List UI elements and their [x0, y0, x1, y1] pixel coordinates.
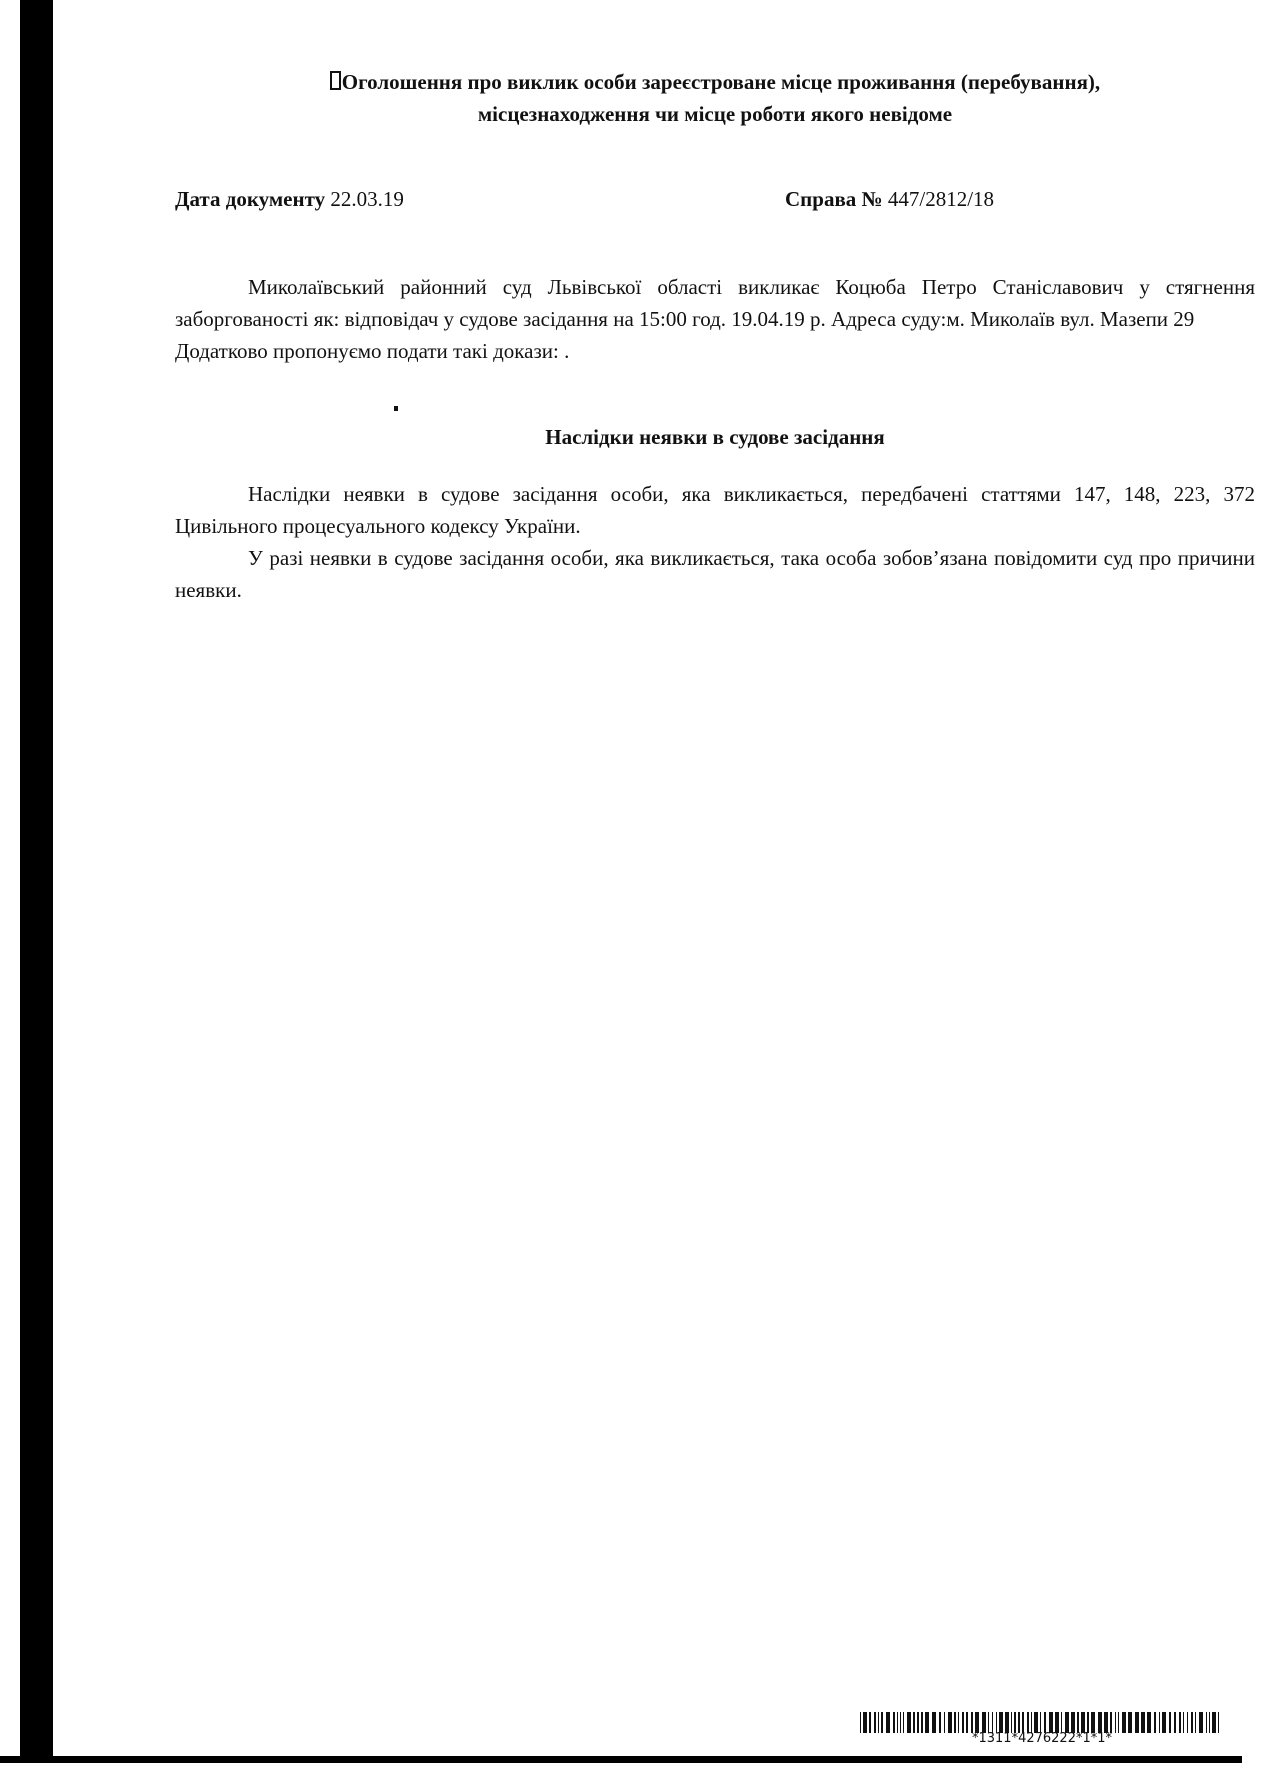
- barcode-bar: [1071, 1712, 1075, 1733]
- barcode-bar: [903, 1712, 904, 1733]
- summons-section: [175, 271, 1255, 367]
- missing-glyph-icon: [330, 71, 341, 90]
- barcode-bar: [1174, 1712, 1176, 1733]
- barcode-bar: [893, 1712, 895, 1733]
- barcode-bar: [897, 1712, 898, 1733]
- barcode-bar: [874, 1712, 876, 1733]
- barcode-bar: [1212, 1712, 1216, 1733]
- barcode-bar: [1034, 1712, 1038, 1733]
- barcode-bar: [962, 1712, 964, 1733]
- barcode-bar: [1115, 1712, 1116, 1733]
- date-label: Дата документу: [175, 187, 326, 211]
- barcode-bar: [971, 1712, 973, 1733]
- barcode-bar: [988, 1712, 989, 1733]
- barcode-bar: [982, 1712, 986, 1733]
- barcode-text: *1311*4276222*1*1*: [971, 1731, 1113, 1746]
- barcode-bar: [944, 1712, 945, 1733]
- document-date: [175, 187, 404, 212]
- barcode-bar: [860, 1712, 861, 1733]
- barcode-bar: [1005, 1712, 1009, 1733]
- barcode-bar: [917, 1712, 919, 1733]
- barcode-bar: [1031, 1712, 1032, 1733]
- barcode-bar: [1014, 1712, 1016, 1733]
- barcode-bar: [1154, 1712, 1156, 1733]
- document-title: [175, 66, 1255, 130]
- barcode-bar: [1179, 1712, 1181, 1733]
- barcode-bar: [878, 1712, 879, 1733]
- barcode-bar: [1187, 1712, 1188, 1733]
- consequences-section: [175, 478, 1255, 606]
- barcode-bar: [1055, 1712, 1059, 1733]
- title-line-2: місцезнаходження чи місце роботи якого невідоме: [477, 102, 953, 126]
- barcode-bar: [1098, 1712, 1102, 1733]
- barcode-bar: [921, 1712, 923, 1733]
- case-number: [785, 187, 994, 212]
- barcode-bar: [1011, 1712, 1012, 1733]
- barcode: [860, 1712, 1224, 1733]
- barcode-bar: [958, 1712, 959, 1733]
- barcode-bar: [1110, 1712, 1112, 1733]
- barcode-bar: [1218, 1712, 1219, 1733]
- case-label: Справа №: [785, 187, 883, 211]
- barcode-bar: [948, 1712, 952, 1733]
- barcode-bar: [1087, 1712, 1089, 1733]
- barcode-bar: [1199, 1712, 1203, 1733]
- barcode-bar: [881, 1712, 883, 1733]
- date-value: 22.03.19: [330, 187, 404, 211]
- consequences-paragraph: Наслідки неявки в судове засідання особи, яка викликається, передбачені статтями 147, 148, 223, 372 Цивільного процесуального кодексу України.: [175, 482, 1255, 538]
- barcode-bar: [1209, 1712, 1210, 1733]
- barcode-bar: [966, 1712, 968, 1733]
- barcode-bar: [1206, 1712, 1207, 1733]
- barcode-bar: [1081, 1712, 1085, 1733]
- barcode-bar: [1147, 1712, 1151, 1733]
- scan-speck: [394, 406, 398, 411]
- barcode-bar: [925, 1712, 929, 1733]
- case-value: 447/2812/18: [887, 187, 995, 211]
- scan-bottom-edge: [0, 1756, 1242, 1763]
- evidence-paragraph: Додатково пропонуємо подати такі докази: .: [175, 339, 570, 363]
- obligation-paragraph: У разі неявки в судове засідання особи, яка викликається, така особа зобов’язана повідомити суд про причини неявки.: [175, 546, 1255, 602]
- barcode-bar: [1135, 1712, 1139, 1733]
- barcode-bar: [1195, 1712, 1196, 1733]
- barcode-bar: [1091, 1712, 1095, 1733]
- barcode-bar: [1018, 1712, 1020, 1733]
- summons-paragraph: Миколаївський районний суд Львівської області викликає Коцюба Петро Станіславович у стягнення заборгованості як: відповідач у судове засідання на 15:00 год. 19.04.19 р. Адреса суду:м. Миколаїв вул. Мазепи 29: [175, 275, 1255, 331]
- barcode-bar: [1183, 1712, 1184, 1733]
- title-line-1: Оголошення про виклик особи зареєстроване місце проживання (перебування),: [341, 70, 1101, 94]
- barcode-bar: [1104, 1712, 1108, 1733]
- barcode-bar: [863, 1712, 867, 1733]
- barcode-bar: [900, 1712, 901, 1733]
- barcode-bar: [1118, 1712, 1119, 1733]
- barcode-bar: [1191, 1712, 1193, 1733]
- section-heading: Наслідки неявки в судове засідання: [545, 425, 885, 449]
- scan-edge-bar: [20, 0, 53, 1762]
- barcode-bar: [886, 1712, 890, 1733]
- barcode-bar: [1128, 1712, 1132, 1733]
- barcode-bar: [999, 1712, 1003, 1733]
- barcode-bar: [1044, 1712, 1046, 1733]
- barcode-bar: [1040, 1712, 1041, 1733]
- barcode-bar: [1049, 1712, 1053, 1733]
- barcode-bar: [1077, 1712, 1079, 1733]
- barcode-bar: [939, 1712, 941, 1733]
- barcode-bar: [1162, 1712, 1166, 1733]
- barcode-bar: [954, 1712, 956, 1733]
- barcode-bar: [869, 1712, 871, 1733]
- barcode-bar: [1159, 1712, 1160, 1733]
- barcode-bar: [932, 1712, 936, 1733]
- barcode-bar: [1022, 1712, 1024, 1733]
- barcode-bar: [1122, 1712, 1126, 1733]
- barcode-bar: [1141, 1712, 1145, 1733]
- barcode-bar: [913, 1712, 915, 1733]
- barcode-bar: [1065, 1712, 1069, 1733]
- barcode-bar: [1061, 1712, 1062, 1733]
- barcode-bar: [1169, 1712, 1171, 1733]
- barcode-bar: [1027, 1712, 1029, 1733]
- barcode-bar: [975, 1712, 979, 1733]
- barcode-bar: [992, 1712, 993, 1733]
- barcode-bar: [907, 1712, 911, 1733]
- barcode-bar: [996, 1712, 997, 1733]
